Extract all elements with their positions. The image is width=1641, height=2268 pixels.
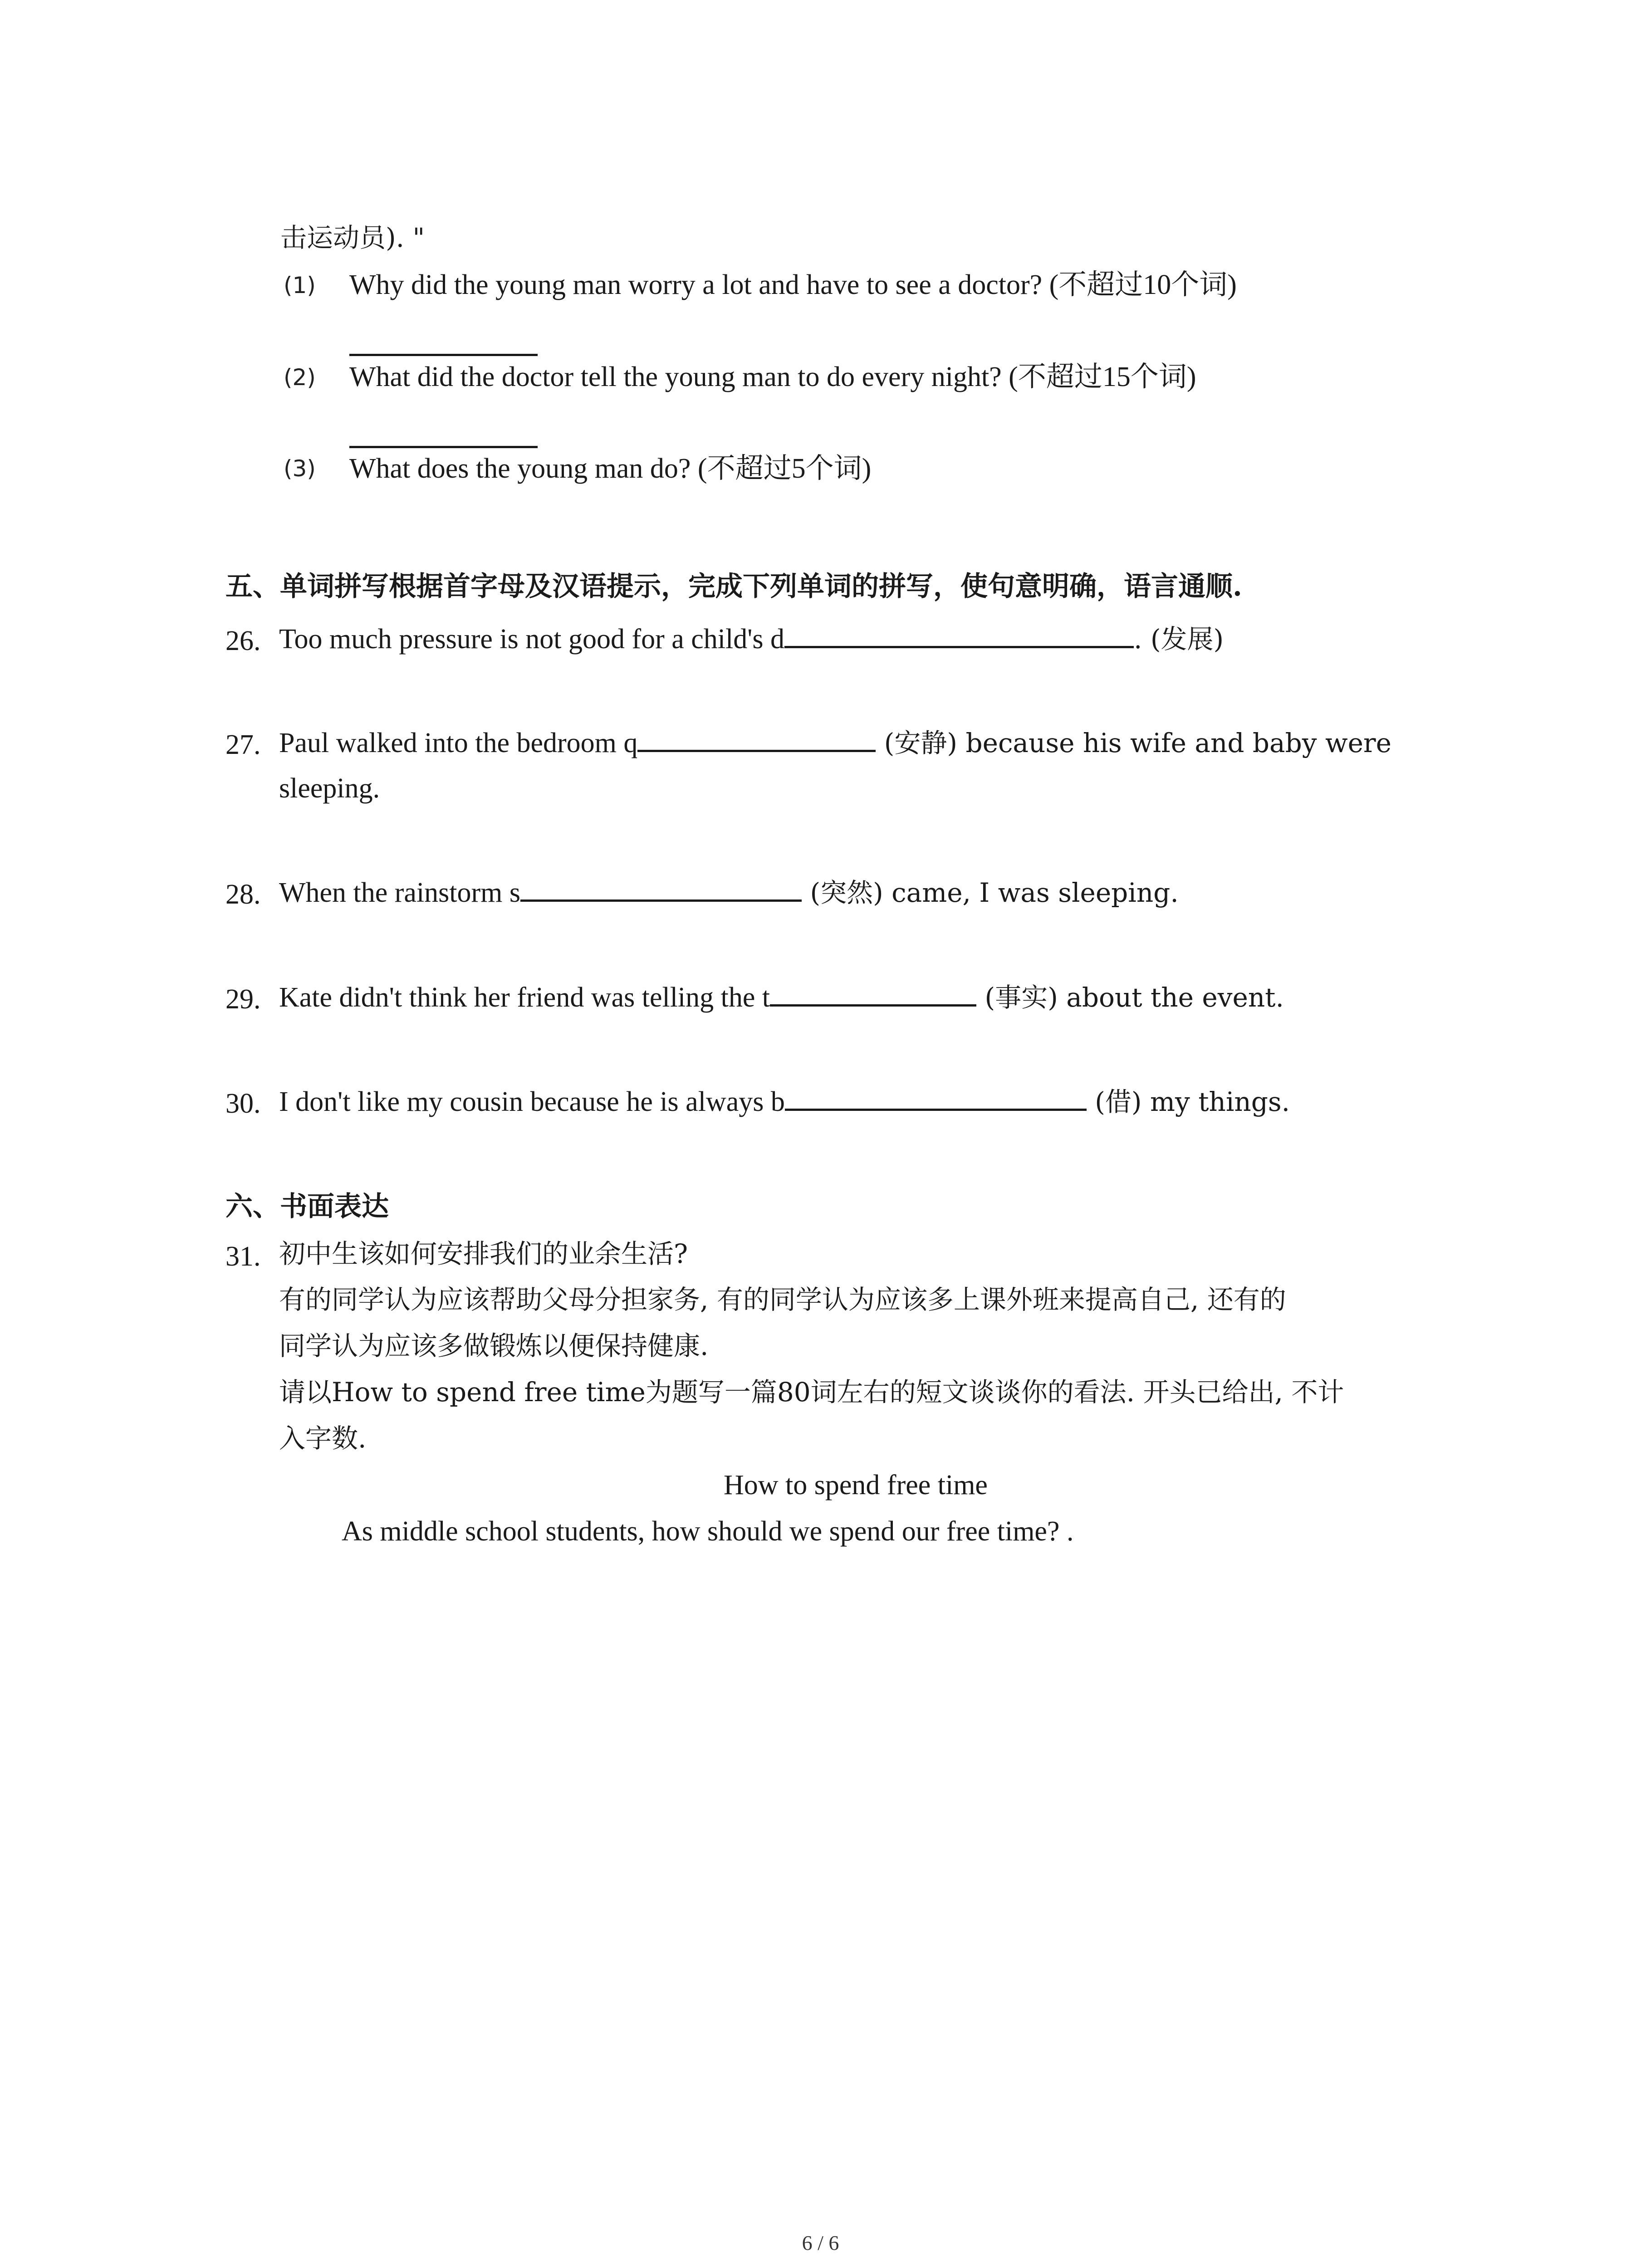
question-number: 30. bbox=[225, 1088, 261, 1119]
question-sentence-continued: sleeping. bbox=[279, 773, 380, 804]
sentence-end: . (发展) bbox=[1134, 624, 1224, 655]
prompt-line: 同学认为应该多做锻炼以便保持健康. bbox=[279, 1330, 709, 1361]
sentence-start: Too much pressure is not good for a child's d bbox=[279, 624, 785, 655]
word-blank[interactable] bbox=[637, 749, 876, 752]
question-number: 28. bbox=[225, 879, 261, 910]
sub-question-text: What did the doctor tell the young man to do every night? (不超过15个词) bbox=[349, 362, 1196, 392]
answer-blank[interactable] bbox=[349, 446, 538, 448]
essay-title: How to spend free time bbox=[724, 1470, 988, 1501]
sentence-end: (事实) about the event. bbox=[976, 982, 1284, 1013]
section-heading: 六、书面表达 bbox=[225, 1191, 389, 1222]
prompt-line: 初中生该如何安排我们的业余生活? bbox=[279, 1238, 688, 1269]
sentence-start: I don't like my cousin because he is always b bbox=[279, 1086, 785, 1117]
question-number: 31. bbox=[225, 1241, 261, 1272]
sub-question-number: (2) bbox=[284, 364, 316, 391]
word-blank[interactable] bbox=[785, 1108, 1087, 1111]
prompt-line: 请以How to spend free time为题写一篇80词左右的短文谈谈你的看法. 开头已给出, 不计 bbox=[279, 1377, 1344, 1408]
sub-question-text: What does the young man do? (不超过5个词) bbox=[349, 453, 872, 484]
word-blank[interactable] bbox=[520, 899, 802, 902]
sub-question-number: (3) bbox=[284, 455, 316, 482]
question-number: 27. bbox=[225, 729, 261, 760]
sentence-start: Paul walked into the bedroom q bbox=[279, 728, 638, 758]
question-number: 29. bbox=[225, 984, 261, 1015]
prompt-line: 入字数. bbox=[279, 1423, 367, 1454]
prompt-line: 有的同学认为应该帮助父母分担家务, 有的同学认为应该多上课外班来提高自己, 还有的 bbox=[279, 1284, 1286, 1315]
sentence-end: (突然) came, I was sleeping. bbox=[802, 877, 1179, 908]
sub-question-number: (1) bbox=[284, 272, 316, 298]
section-heading: 五、单词拼写根据首字母及汉语提示，完成下列单词的拼写，使句意明确，语言通顺. bbox=[225, 571, 1242, 602]
continuation-text: 击运动员). " bbox=[280, 222, 425, 253]
essay-opening: As middle school students, how should we spend our free time? . bbox=[342, 1516, 1074, 1547]
page-number: 6 / 6 bbox=[802, 2231, 839, 2254]
answer-blank[interactable] bbox=[349, 354, 538, 356]
question-sentence bbox=[279, 729, 1391, 757]
word-blank[interactable] bbox=[770, 1004, 976, 1007]
question-sentence bbox=[279, 1088, 1290, 1116]
sentence-end: (安静) because his wife and baby were bbox=[876, 728, 1391, 758]
sentence-start: When the rainstorm s bbox=[279, 877, 521, 908]
question-number: 26. bbox=[225, 626, 261, 656]
question-sentence bbox=[279, 625, 1224, 653]
sentence-end: (借) my things. bbox=[1086, 1086, 1290, 1117]
word-blank[interactable] bbox=[784, 645, 1134, 648]
sub-question-text: Why did the young man worry a lot and have to see a doctor? (不超过10个词) bbox=[349, 269, 1237, 300]
question-sentence bbox=[279, 983, 1284, 1012]
question-sentence bbox=[279, 879, 1179, 907]
sentence-start: Kate didn't think her friend was telling the t bbox=[279, 982, 770, 1013]
